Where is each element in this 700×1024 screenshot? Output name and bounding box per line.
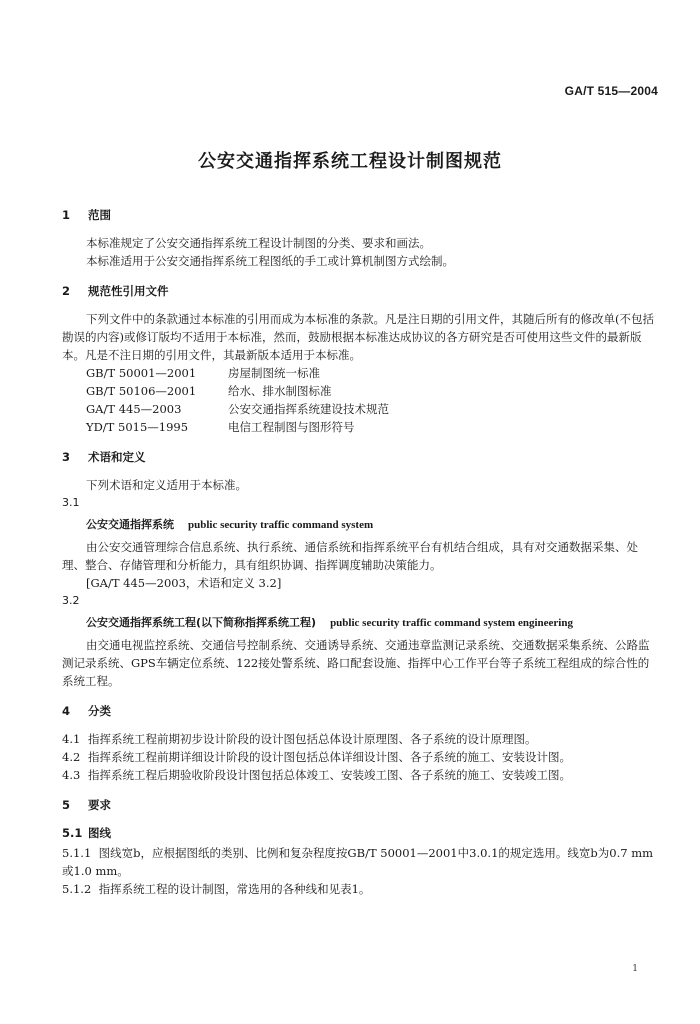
paragraph: 本标准规定了公安交通指挥系统工程设计制图的分类、要求和画法。 xyxy=(86,236,431,250)
term-heading xyxy=(86,614,654,632)
reference-item xyxy=(86,382,654,400)
term-english: public security traffic command system xyxy=(188,519,374,531)
section-title: 术语和定义 xyxy=(88,450,146,464)
paragraph: 下列术语和定义适用于本标准。 xyxy=(86,478,247,492)
term-chinese: 公安交通指挥系统工程(以下简称指挥系统工程) xyxy=(86,616,317,629)
paragraph: 本标准适用于公安交通指挥系统工程图纸的手工或计算机制图方式绘制。 xyxy=(86,254,454,268)
clause-text: 图线宽b，应根据图纸的类别、比例和复杂程度按GB/T 50001—2001中3.0.1的规定选用。线宽b为0.7 mm或1.0 mm。 xyxy=(62,846,654,878)
clause-number: 4.2 xyxy=(62,750,81,764)
section-5-heading xyxy=(62,796,654,814)
section-title: 要求 xyxy=(88,798,111,812)
section-number: 2 xyxy=(62,284,71,298)
term-chinese: 公安交通指挥系统 xyxy=(86,518,174,531)
reference-item xyxy=(86,418,654,436)
section-number: 4 xyxy=(62,704,71,718)
section-3-heading xyxy=(62,448,654,466)
section-title: 范围 xyxy=(88,208,111,222)
reference-item xyxy=(86,364,654,382)
term-number: 3.2 xyxy=(62,594,80,607)
term-definition: 由公安交通管理综合信息系统、执行系统、通信系统和指挥系统平台有机结合组成，具有对交通数据采集、处理、整合、存储管理和分析能力，具有组织协调、指挥调度辅助决策能力。 xyxy=(62,540,638,572)
paragraph: 下列文件中的条款通过本标准的引用而成为本标准的条款。凡是注日期的引用文件，其随后所有的修改单(不包括勘误的内容)或修订版均不适用于本标准，然而，鼓励根据本标准达成协议的各方研究是否可使用这些文件的最新版本。凡是不注日期的引用文件，其最新版本适用于本标准。 xyxy=(62,312,654,362)
clause-text: 指挥系统工程前期初步设计阶段的设计图包括总体设计原理图、各子系统的设计原理图。 xyxy=(88,732,537,746)
clause-item xyxy=(62,766,654,784)
subsection-title: 图线 xyxy=(88,826,111,840)
document-body xyxy=(62,206,654,898)
clause-number: 5.1.2 xyxy=(62,882,92,896)
clause-text: 指挥系统工程的设计制图，常选用的各种线和见表1。 xyxy=(98,882,371,896)
section-1-heading xyxy=(62,206,654,224)
clause-number: 5.1.1 xyxy=(62,846,92,860)
section-2-heading xyxy=(62,282,654,300)
clause-item xyxy=(62,844,654,880)
section-4-heading xyxy=(62,702,654,720)
term-english: public security traffic command system engineering xyxy=(330,617,573,629)
term-number: 3.1 xyxy=(62,496,80,509)
reference-name: 给水、排水制图标准 xyxy=(228,384,332,398)
subsection-heading xyxy=(62,824,654,842)
clause-item xyxy=(62,748,654,766)
section-title: 分类 xyxy=(88,704,111,718)
term-definition: 由交通电视监控系统、交通信号控制系统、交通诱导系统、交通违章监测记录系统、交通数据采集系统、公路监测记录系统、GPS车辆定位系统、122接处警系统、路口配套设施、指挥中心工作平台等子系统工程组成的综合性的系统工程。 xyxy=(62,638,650,688)
section-number: 5 xyxy=(62,798,71,812)
section-number: 3 xyxy=(62,450,71,464)
reference-name: 公安交通指挥系统建设技术规范 xyxy=(228,402,389,416)
page-number: 1 xyxy=(632,964,638,974)
reference-code: GB/T 50001—2001 xyxy=(86,366,197,380)
clause-text: 指挥系统工程前期详细设计阶段的设计图包括总体详细设计图、各子系统的施工、安装设计图。 xyxy=(88,750,571,764)
reference-name: 房屋制图统一标准 xyxy=(228,366,320,380)
reference-name: 电信工程制图与图形符号 xyxy=(228,420,355,434)
section-title: 规范性引用文件 xyxy=(88,284,169,298)
term-heading xyxy=(86,516,654,534)
reference-code: YD/T 5015—1995 xyxy=(86,420,189,434)
standard-code: GA/T 515—2004 xyxy=(564,84,658,98)
reference-code: GB/T 50106—2001 xyxy=(86,384,197,398)
clause-item xyxy=(62,730,654,748)
reference-code: GA/T 445—2003 xyxy=(86,402,182,416)
subsection-number: 5.1 xyxy=(62,826,83,840)
reference-item xyxy=(86,400,654,418)
clause-number: 4.1 xyxy=(62,732,81,746)
clause-number: 4.3 xyxy=(62,768,81,782)
clause-item xyxy=(62,880,654,898)
document-title: 公安交通指挥系统工程设计制图规范 xyxy=(198,151,502,172)
term-source: [GA/T 445—2003，术语和定义 3.2] xyxy=(86,576,282,590)
section-number: 1 xyxy=(62,208,71,222)
clause-text: 指挥系统工程后期验收阶段设计图包括总体竣工、安装竣工图、各子系统的施工、安装竣工图。 xyxy=(88,768,571,782)
